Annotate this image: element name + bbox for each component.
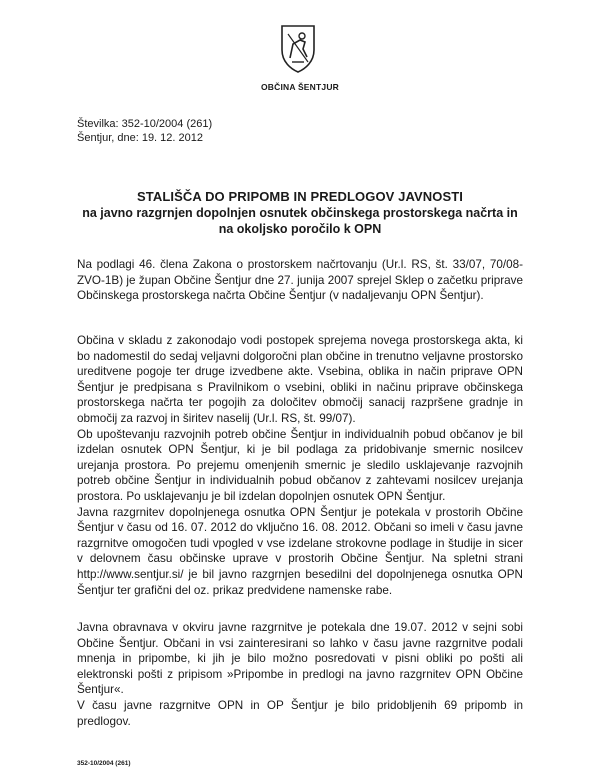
document-place-date: Šentjur, dne: 19. 12. 2012 — [77, 132, 203, 144]
body-section-2 — [77, 333, 523, 598]
organization-name: OBČINA ŠENTJUR — [260, 82, 340, 92]
paragraph-public-hearing: Javna obravnava v okviru javne razgrnitve je potekala dne 19.07. 2012 v sejni sobi Občine Šentjur. Občani in vsi zainteresirani so lahko v času javne razgrnitve podali mnenja in pripombe, ki jih je bilo možno posredovati v pisni obliki po pošti ali elektronski pošti z pripisom »Pripombe in predlogi na javno razgrnitev OPN Občine Šentjur«. — [77, 621, 523, 697]
body-section-1 — [77, 257, 523, 304]
title-main: STALIŠČA DO PRIPOMB IN PREDLOGOV JAVNOSTI — [137, 189, 463, 204]
footer-reference: 352-10/2004 (261) — [77, 760, 131, 767]
title-sub-line-1: na javno razgrnjen dopolnjen osnutek občinskega prostorskega načrta in — [82, 206, 518, 220]
paragraph-draft: Ob upoštevanju razvojnih potreb občine Šentjur in individualnih pobud občanov je bil izdelan osnutek OPN Šentjur, ki je bil podlaga za pridobivanje smernic nosilcev urejanja prostora. Po prejemu omenjenih smernic je sledilo usklajevanje razvojnih potreb občine Šentjur in individualnih pobud občanov z zahtevami nosilcev urejanja prostora. Po usklajevanju je bil izdelan dopolnjen osnutek OPN Šentjur. — [77, 427, 523, 503]
municipal-coat-of-arms-icon — [278, 22, 318, 74]
document-meta — [77, 117, 212, 145]
title-sub-line-2: na okoljsko poročilo k OPN — [218, 222, 382, 236]
paragraph-legal-basis: Na podlagi 46. člena Zakona o prostorskem načrtovanju (Ur.l. RS, št. 33/07, 70/08-ZVO-1B) je župan Občine Šentjur dne 27. junija 2007 sprejel Sklep o začetku priprave Občinskega prostorskega načrta Občine Šentjur (v nadaljevanju OPN Šentjur). — [77, 258, 523, 303]
paragraph-comments-count: V času javne razgrnitve OPN in OP Šentjur je bilo pridobljenih 69 pripomb in predlogov. — [77, 698, 523, 728]
paragraph-procedure: Občina v skladu z zakonodajo vodi postopek sprejema novega prostorskega akta, ki bo nadomestil do sedaj veljavni dolgoročni plan občine in trenutno veljavne prostorsko ureditvene pogoje ter druge izvedbene akte. Vsebina, oblika in način priprave OPN Šentjur je predpisana s Pravilnikom o vsebini, obliki in načinu priprave občinskega prostorskega načrta ter pogojih za določitev območij sanacij razpršene gradnje in območij za razvoj in širitev naselij (Ur.l. RS, št. 99/07). — [77, 334, 523, 425]
document-number: Številka: 352-10/2004 (261) — [77, 118, 213, 130]
body-section-3 — [77, 620, 523, 729]
document-title — [60, 188, 540, 237]
paragraph-public-display: Javna razgrnitev dopolnjenega osnutka OPN Šentjur je potekala v prostorih Občine Šentjur v času od 16. 07. 2012 do vključno 16. 08. 2012. Občani so imeli v času javne razgrnitve omogočen tudi vpogled v vse izdelane strokovne podlage in študije in sicer v delovnem času občinske uprave v prostorih Občine Šentjur. Na spletni strani http://www.sentjur.si/ je bil javno razgrnjen besedilni del dopolnjenega osnutka OPN Šentjur ter grafični del oz. prikaz predvidene namenske rabe. — [77, 505, 523, 597]
